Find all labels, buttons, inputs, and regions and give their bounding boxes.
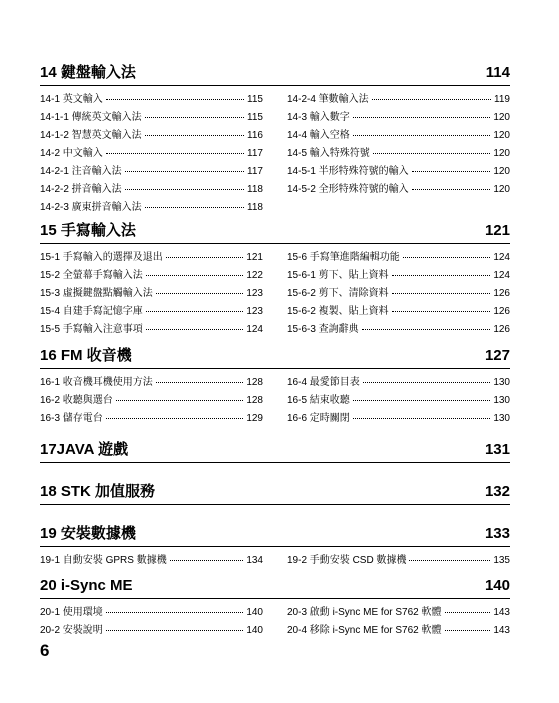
- entry-title: 14-4 輸入空格: [287, 130, 350, 141]
- entry-page: 123: [246, 306, 263, 317]
- dot-leader: [116, 400, 244, 401]
- dot-leader: [146, 329, 244, 330]
- section-title: 19 安裝數據機: [40, 525, 136, 542]
- toc-entry[interactable]: [40, 321, 263, 339]
- section-page: 140: [484, 577, 510, 594]
- entry-page: 130: [493, 377, 510, 388]
- section-page: 121: [484, 222, 510, 239]
- dot-leader: [170, 560, 244, 561]
- toc-entry[interactable]: [287, 303, 510, 321]
- dot-leader: [362, 329, 491, 330]
- toc-column-left: [40, 552, 263, 570]
- dot-leader: [146, 311, 244, 312]
- dot-leader: [372, 99, 491, 100]
- entry-title: 16-2 收聽與選台: [40, 395, 113, 406]
- section-page: 133: [484, 525, 510, 542]
- entry-page: 129: [246, 413, 263, 424]
- entry-title: 16-1 收音機耳機使用方法: [40, 377, 153, 388]
- entry-page: 123: [246, 288, 263, 299]
- entry-title: 16-4 最愛節目表: [287, 377, 360, 388]
- section-heading[interactable]: [40, 525, 510, 547]
- entry-page: 120: [493, 130, 510, 141]
- entry-page: 120: [493, 148, 510, 159]
- entry-page: 130: [493, 413, 510, 424]
- section-page: 114: [485, 64, 510, 81]
- entry-page: 124: [493, 270, 510, 281]
- entry-page: 115: [247, 112, 263, 123]
- section-heading[interactable]: [40, 577, 510, 599]
- entry-page: 143: [493, 625, 510, 636]
- toc-column-right: [287, 604, 510, 640]
- section-title: 15 手寫輸入法: [40, 222, 136, 239]
- dot-leader: [373, 153, 491, 154]
- toc-entry[interactable]: [287, 374, 510, 392]
- section-heading[interactable]: [40, 64, 510, 86]
- entry-page: 128: [246, 395, 263, 406]
- entry-title: 15-6 手寫筆進階編輯功能: [287, 252, 400, 263]
- dot-leader: [409, 560, 490, 561]
- toc-column-left: [40, 249, 263, 339]
- section-heading[interactable]: [40, 483, 510, 505]
- entry-title: 14-2-1 注音輸入法: [40, 166, 122, 177]
- toc-column-left: [40, 604, 263, 640]
- toc-section: [40, 525, 510, 570]
- entry-title: 15-5 手寫輸入注意事項: [40, 324, 143, 335]
- entry-title: 14-1 英文輸入: [40, 94, 103, 105]
- entry-page: 134: [246, 555, 263, 566]
- dot-leader: [412, 171, 491, 172]
- toc-section: [40, 441, 510, 468]
- toc-section: [40, 64, 510, 217]
- toc-entry[interactable]: [287, 604, 510, 622]
- entry-page: 118: [247, 184, 263, 195]
- dot-leader: [106, 418, 244, 419]
- entry-page: 117: [247, 148, 263, 159]
- dot-leader: [392, 293, 491, 294]
- toc-column-right: [287, 552, 510, 570]
- entry-page: 117: [247, 166, 263, 177]
- entry-page: 128: [246, 377, 263, 388]
- entry-page: 124: [493, 252, 510, 263]
- toc-entry[interactable]: [287, 109, 510, 127]
- dot-leader: [145, 135, 244, 136]
- section-page: 132: [484, 483, 510, 500]
- dot-leader: [403, 257, 491, 258]
- section-title: 17JAVA 遊戲: [40, 441, 129, 458]
- dot-leader: [392, 275, 491, 276]
- toc-entry[interactable]: [287, 267, 510, 285]
- entry-page: 126: [493, 288, 510, 299]
- entry-page: 118: [247, 202, 263, 213]
- entry-title: 16-6 定時關閉: [287, 413, 350, 424]
- toc-entry[interactable]: [287, 285, 510, 303]
- toc-entry[interactable]: [40, 410, 263, 428]
- section-heading[interactable]: [40, 347, 510, 369]
- entry-page: 124: [246, 324, 263, 335]
- toc-column-right: [287, 91, 510, 217]
- toc-entry[interactable]: [40, 303, 263, 321]
- dot-leader: [353, 117, 491, 118]
- toc-entry[interactable]: [287, 552, 510, 570]
- toc-entry[interactable]: [40, 267, 263, 285]
- dot-leader: [363, 382, 491, 383]
- entry-title: 16-5 結束收聽: [287, 395, 350, 406]
- entry-title: 14-3 輸入數字: [287, 112, 350, 123]
- entry-page: 143: [493, 607, 510, 618]
- entry-title: 14-2-3 廣東拼音輸入法: [40, 202, 142, 213]
- toc-entry[interactable]: [40, 145, 263, 163]
- entry-title: 14-1-1 傳統英文輸入法: [40, 112, 142, 123]
- entry-page: 116: [247, 130, 263, 141]
- dot-leader: [106, 630, 244, 631]
- toc-entry[interactable]: [287, 145, 510, 163]
- dot-leader: [106, 99, 244, 100]
- page-number: 6: [40, 641, 50, 660]
- toc-section: [40, 483, 510, 510]
- entry-title: 15-6-1 剪下、貼上資料: [287, 270, 389, 281]
- toc-column-right: [287, 374, 510, 428]
- dot-leader: [156, 382, 244, 383]
- section-heading[interactable]: [40, 222, 510, 244]
- dot-leader: [106, 612, 244, 613]
- entry-page: 120: [493, 166, 510, 177]
- dot-leader: [445, 630, 491, 631]
- toc-entry[interactable]: [287, 181, 510, 199]
- entry-page: 120: [493, 184, 510, 195]
- toc-column-right: [287, 249, 510, 339]
- entry-page: 130: [493, 395, 510, 406]
- dot-leader: [156, 293, 244, 294]
- entry-title: 20-1 使用環境: [40, 607, 103, 618]
- entry-title: 14-2-2 拼音輸入法: [40, 184, 122, 195]
- dot-leader: [125, 189, 244, 190]
- toc-section: [40, 577, 510, 640]
- entry-title: 14-5 輸入特殊符號: [287, 148, 370, 159]
- entry-page: 120: [493, 112, 510, 123]
- toc-section: [40, 347, 510, 428]
- entry-title: 20-3 啟動 i-Sync ME for S762 軟體: [287, 607, 442, 618]
- toc-entry[interactable]: [287, 127, 510, 145]
- toc-entry[interactable]: [287, 163, 510, 181]
- toc-entry[interactable]: [40, 285, 263, 303]
- entry-page: 119: [494, 94, 510, 105]
- dot-leader: [145, 117, 244, 118]
- toc-entry[interactable]: [40, 199, 263, 217]
- entry-title: 15-6-2 複製、貼上資料: [287, 306, 389, 317]
- toc-entry[interactable]: [40, 392, 263, 410]
- section-title: 20 i-Sync ME: [40, 577, 133, 594]
- entry-page: 140: [246, 607, 263, 618]
- dot-leader: [353, 135, 491, 136]
- entry-title: 15-4 自建手寫記憶字庫: [40, 306, 143, 317]
- dot-leader: [125, 171, 244, 172]
- toc-entry[interactable]: [40, 374, 263, 392]
- section-page: 131: [484, 441, 510, 458]
- toc-column-left: [40, 374, 263, 428]
- toc-entry[interactable]: [287, 321, 510, 339]
- toc-entry[interactable]: [40, 163, 263, 181]
- toc-entry[interactable]: [40, 109, 263, 127]
- toc-entry[interactable]: [40, 127, 263, 145]
- toc-entry[interactable]: [40, 552, 263, 570]
- dot-leader: [353, 418, 491, 419]
- toc-section: [40, 222, 510, 339]
- section-title: 18 STK 加值服務: [40, 483, 156, 500]
- entry-page: 115: [247, 94, 263, 105]
- entry-page: 135: [493, 555, 510, 566]
- toc-entry[interactable]: [40, 181, 263, 199]
- entry-page: 121: [246, 252, 263, 263]
- entry-title: 15-6-3 查詢辭典: [287, 324, 359, 335]
- entry-title: 14-2-4 筆數輸入法: [287, 94, 369, 105]
- dot-leader: [353, 400, 491, 401]
- entry-page: 122: [246, 270, 263, 281]
- entry-title: 20-2 安裝說明: [40, 625, 103, 636]
- toc-entry[interactable]: [40, 622, 263, 640]
- entry-title: 14-5-2 全形特殊符號的輸入: [287, 184, 409, 195]
- entry-title: 19-2 手動安裝 CSD 數據機: [287, 555, 407, 566]
- toc-entry[interactable]: [287, 392, 510, 410]
- toc-entry[interactable]: [40, 91, 263, 109]
- toc-entry[interactable]: [40, 249, 263, 267]
- toc-entry[interactable]: [287, 91, 510, 109]
- dot-leader: [412, 189, 491, 190]
- dot-leader: [392, 311, 491, 312]
- entry-title: 14-5-1 半形特殊符號的輸入: [287, 166, 409, 177]
- toc-column-left: [40, 91, 263, 217]
- entry-title: 15-2 全螢幕手寫輸入法: [40, 270, 143, 281]
- toc-entry[interactable]: [287, 622, 510, 640]
- entry-title: 20-4 移除 i-Sync ME for S762 軟體: [287, 625, 442, 636]
- dot-leader: [146, 275, 244, 276]
- entry-title: 19-1 自動安裝 GPRS 數據機: [40, 555, 167, 566]
- section-title: 16 FM 收音機: [40, 347, 132, 364]
- entry-page: 126: [493, 306, 510, 317]
- entry-title: 16-3 儲存電台: [40, 413, 103, 424]
- toc-entry[interactable]: [40, 604, 263, 622]
- dot-leader: [166, 257, 244, 258]
- dot-leader: [106, 153, 244, 154]
- toc-entry[interactable]: [287, 410, 510, 428]
- section-heading[interactable]: [40, 441, 510, 463]
- entry-title: 14-1-2 智慧英文輸入法: [40, 130, 142, 141]
- dot-leader: [145, 207, 244, 208]
- entry-title: 14-2 中文輸入: [40, 148, 103, 159]
- entry-page: 126: [493, 324, 510, 335]
- toc-entry[interactable]: [287, 249, 510, 267]
- dot-leader: [445, 612, 491, 613]
- section-page: 127: [484, 347, 510, 364]
- entry-title: 15-1 手寫輸入的選擇及退出: [40, 252, 163, 263]
- entry-title: 15-3 虛擬鍵盤點觸輸入法: [40, 288, 153, 299]
- entry-page: 140: [246, 625, 263, 636]
- entry-title: 15-6-2 剪下、清除資料: [287, 288, 389, 299]
- section-title: 14 鍵盤輸入法: [40, 64, 136, 81]
